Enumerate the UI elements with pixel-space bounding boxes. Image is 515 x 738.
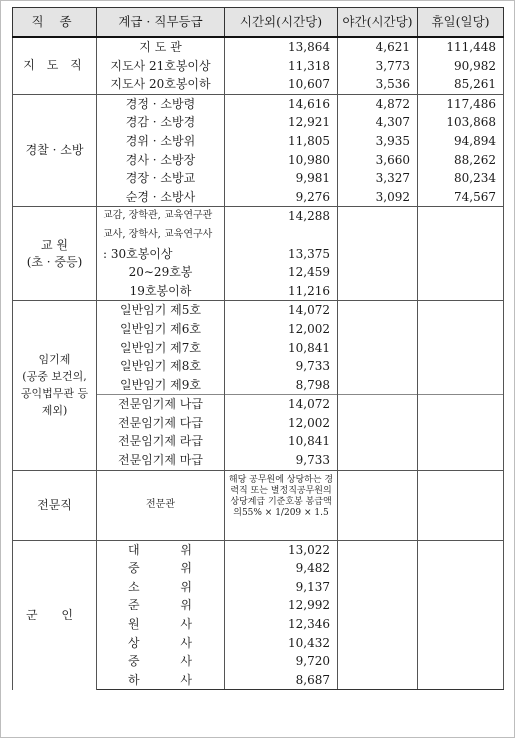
- overtime-cell: 14,616: [225, 94, 338, 113]
- holiday-cell: [418, 320, 504, 339]
- overtime-cell: 9,733: [225, 357, 338, 376]
- holiday-cell: [418, 414, 504, 433]
- night-cell: 3,327: [338, 169, 418, 188]
- rank-char: 위: [180, 561, 192, 576]
- overtime-cell: 11,216: [225, 282, 338, 301]
- table-row: [13, 470, 504, 540]
- holiday-cell: [418, 263, 504, 282]
- holiday-cell: [418, 615, 504, 634]
- grade-cell: 지 도 관: [97, 37, 225, 57]
- overtime-cell: 10,841: [225, 339, 338, 358]
- rank-char: 하: [128, 672, 140, 687]
- holiday-cell: 80,234: [418, 169, 504, 188]
- overtime-cell: 14,288: [225, 207, 338, 226]
- holiday-cell: [418, 301, 504, 320]
- night-cell: [338, 596, 418, 615]
- holiday-cell: [418, 470, 504, 540]
- grade-cell: 전문임기제 마급: [97, 451, 225, 470]
- night-cell: 4,872: [338, 94, 418, 113]
- rank-char: 사: [180, 617, 192, 632]
- holiday-cell: [418, 578, 504, 597]
- grade-cell: [97, 578, 225, 597]
- grade-cell: 일반임기 제6호: [97, 320, 225, 339]
- overtime-cell: 10,432: [225, 634, 338, 653]
- overtime-cell: 12,992: [225, 596, 338, 615]
- holiday-cell: 117,486: [418, 94, 504, 113]
- night-cell: [338, 671, 418, 690]
- overtime-cell: 10,980: [225, 151, 338, 170]
- grade-cell: 일반임기 제9호: [97, 376, 225, 395]
- holiday-cell: [418, 207, 504, 226]
- holiday-cell: [418, 432, 504, 451]
- table-row: [13, 301, 504, 320]
- overtime-cell: 9,137: [225, 578, 338, 597]
- rank-char: 중: [128, 654, 140, 669]
- holiday-cell: 74,567: [418, 188, 504, 207]
- overtime-cell: [225, 226, 338, 245]
- holiday-cell: [418, 357, 504, 376]
- header-overtime: 시간외(시간당): [225, 8, 338, 38]
- grade-cell: 경위 · 소방위: [97, 132, 225, 151]
- grade-cell: 경장 · 소방교: [97, 169, 225, 188]
- night-cell: 3,092: [338, 188, 418, 207]
- category-cell: 경찰 · 소방: [13, 94, 97, 207]
- night-cell: [338, 470, 418, 540]
- grade-cell: [97, 596, 225, 615]
- header-night: 야간(시간당): [338, 8, 418, 38]
- grade-cell: 전문임기제 다급: [97, 414, 225, 433]
- overtime-cell: 14,072: [225, 395, 338, 414]
- overtime-cell: 12,921: [225, 113, 338, 132]
- grade-cell: 19호봉이하: [97, 282, 225, 301]
- holiday-cell: [418, 226, 504, 245]
- night-cell: [338, 282, 418, 301]
- grade-cell: 일반임기 제8호: [97, 357, 225, 376]
- night-cell: 3,773: [338, 57, 418, 76]
- overtime-formula-cell: 해당 공무원에 상당하는 경력직 또는 별정직공무원의 상당계급 기준호봉 봉급액의55% × 1/209 × 1.5: [225, 470, 338, 540]
- category-cell: 임기제 (공중 보건의, 공익법무관 등 제외): [13, 301, 97, 470]
- grade-cell: 순경 · 소방사: [97, 188, 225, 207]
- holiday-cell: 85,261: [418, 75, 504, 94]
- overtime-cell: 12,346: [225, 615, 338, 634]
- overtime-cell: 9,733: [225, 451, 338, 470]
- overtime-cell: 11,805: [225, 132, 338, 151]
- grade-cell: 지도사 20호봉이하: [97, 75, 225, 94]
- overtime-cell: 11,318: [225, 57, 338, 76]
- night-cell: [338, 615, 418, 634]
- night-cell: 4,307: [338, 113, 418, 132]
- table-row: [13, 37, 504, 57]
- night-cell: [338, 376, 418, 395]
- night-cell: [338, 207, 418, 226]
- overtime-cell: 12,459: [225, 263, 338, 282]
- night-cell: [338, 301, 418, 320]
- holiday-cell: [418, 451, 504, 470]
- rank-char: 사: [180, 635, 192, 650]
- overtime-cell: 8,687: [225, 671, 338, 690]
- grade-cell: [97, 540, 225, 559]
- night-cell: [338, 339, 418, 358]
- grade-cell: 지도사 21호봉이상: [97, 57, 225, 76]
- header-job-type: 직 종: [13, 8, 97, 38]
- night-cell: 3,536: [338, 75, 418, 94]
- night-cell: 4,621: [338, 37, 418, 57]
- rank-char: 위: [180, 598, 192, 613]
- header-grade: 계급 · 직무등급: [97, 8, 225, 38]
- night-cell: 3,935: [338, 132, 418, 151]
- grade-cell: 전문임기제 라급: [97, 432, 225, 451]
- overtime-cell: 9,276: [225, 188, 338, 207]
- grade-cell: [97, 634, 225, 653]
- holiday-cell: [418, 339, 504, 358]
- night-cell: [338, 634, 418, 653]
- rank-char: 사: [180, 672, 192, 687]
- overtime-cell: 8,798: [225, 376, 338, 395]
- grade-cell: 교감, 장학관, 교육연구관: [97, 207, 225, 226]
- rank-char: 상: [128, 635, 140, 650]
- rank-char: 중: [128, 561, 140, 576]
- holiday-cell: [418, 596, 504, 615]
- night-cell: [338, 320, 418, 339]
- rank-char: 소: [128, 579, 140, 594]
- category-cell: 교 원 (초 · 중등): [13, 207, 97, 301]
- holiday-cell: [418, 559, 504, 578]
- night-cell: [338, 559, 418, 578]
- holiday-cell: 90,982: [418, 57, 504, 76]
- rank-char: 사: [180, 654, 192, 669]
- header-holiday: 휴일(일당): [418, 8, 504, 38]
- grade-cell: 일반임기 제5호: [97, 301, 225, 320]
- night-cell: [338, 540, 418, 559]
- holiday-cell: [418, 376, 504, 395]
- overtime-cell: 13,864: [225, 37, 338, 57]
- grade-cell: 일반임기 제7호: [97, 339, 225, 358]
- night-cell: [338, 395, 418, 414]
- allowance-table: [12, 7, 504, 690]
- overtime-cell: 12,002: [225, 320, 338, 339]
- grade-cell: 20∼29호봉: [97, 263, 225, 282]
- grade-cell: [97, 559, 225, 578]
- table-row: [13, 94, 504, 113]
- holiday-cell: [418, 634, 504, 653]
- grade-cell: [97, 671, 225, 690]
- grade-cell: 경감 · 소방경: [97, 113, 225, 132]
- category-cell: 군 인: [13, 540, 97, 690]
- night-cell: 3,660: [338, 151, 418, 170]
- night-cell: [338, 245, 418, 264]
- grade-cell: : 30호봉이상: [97, 245, 225, 264]
- night-cell: [338, 263, 418, 282]
- holiday-cell: [418, 540, 504, 559]
- table-row: [13, 207, 504, 226]
- rank-char: 위: [180, 542, 192, 557]
- overtime-cell: 9,720: [225, 652, 338, 671]
- overtime-cell: 13,022: [225, 540, 338, 559]
- night-cell: [338, 578, 418, 597]
- holiday-cell: [418, 671, 504, 690]
- holiday-cell: [418, 395, 504, 414]
- rank-char: 준: [128, 598, 140, 613]
- grade-cell: [97, 615, 225, 634]
- category-cell: 지 도 직: [13, 37, 97, 94]
- night-cell: [338, 432, 418, 451]
- grade-cell: 경사 · 소방장: [97, 151, 225, 170]
- night-cell: [338, 451, 418, 470]
- grade-cell: 전문관: [97, 470, 225, 540]
- grade-cell: 경정 · 소방령: [97, 94, 225, 113]
- table-row: [13, 540, 504, 559]
- holiday-cell: 94,894: [418, 132, 504, 151]
- overtime-cell: 12,002: [225, 414, 338, 433]
- holiday-cell: 103,868: [418, 113, 504, 132]
- overtime-cell: 9,482: [225, 559, 338, 578]
- rank-char: 대: [128, 542, 140, 557]
- overtime-cell: 13,375: [225, 245, 338, 264]
- rank-char: 위: [180, 579, 192, 594]
- holiday-cell: 111,448: [418, 37, 504, 57]
- night-cell: [338, 357, 418, 376]
- night-cell: [338, 652, 418, 671]
- grade-cell: 전문임기제 나급: [97, 395, 225, 414]
- night-cell: [338, 414, 418, 433]
- rank-char: 원: [128, 617, 140, 632]
- holiday-cell: [418, 282, 504, 301]
- overtime-cell: 9,981: [225, 169, 338, 188]
- holiday-cell: [418, 652, 504, 671]
- header-row: [13, 8, 504, 38]
- grade-cell: [97, 652, 225, 671]
- night-cell: [338, 226, 418, 245]
- category-cell: 전문직: [13, 470, 97, 540]
- overtime-cell: 10,841: [225, 432, 338, 451]
- overtime-cell: 14,072: [225, 301, 338, 320]
- overtime-cell: 10,607: [225, 75, 338, 94]
- holiday-cell: [418, 245, 504, 264]
- holiday-cell: 88,262: [418, 151, 504, 170]
- grade-cell: 교사, 장학사, 교육연구사: [97, 226, 225, 245]
